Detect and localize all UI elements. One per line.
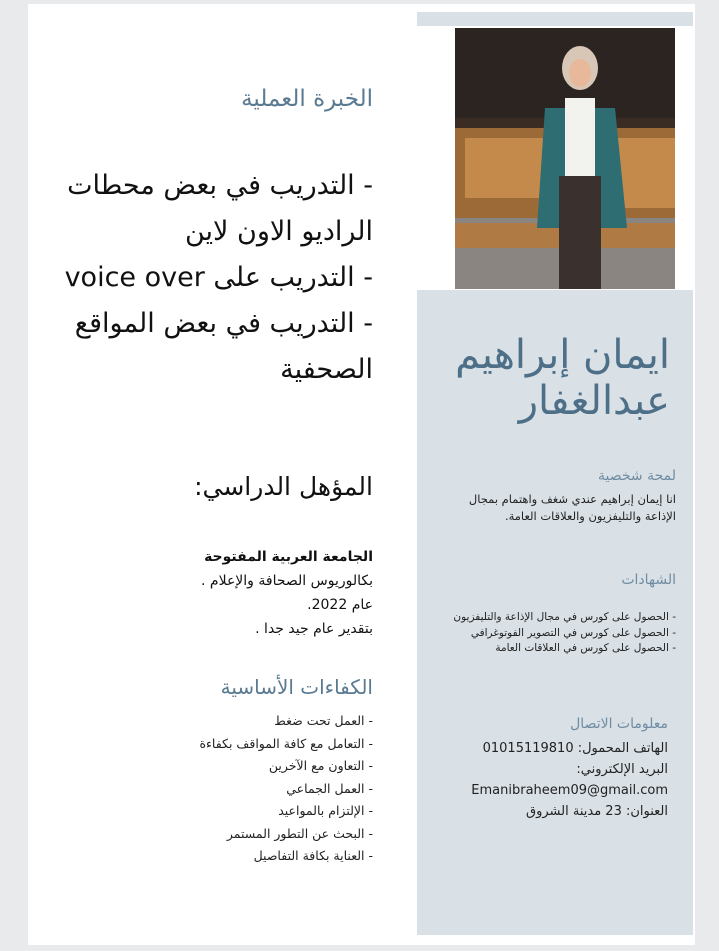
contact-email-label: البريد الإلكتروني: <box>576 762 668 777</box>
contact-phone: الهاتف المحمول: 01015119810 <box>482 741 668 756</box>
certificates-list <box>445 610 676 657</box>
full-name: ايمان إبراهيم عبدالغفار <box>455 332 670 424</box>
education-school: الجامعة العربية المفتوحة <box>204 549 373 565</box>
skills-title: الكفاءات الأساسية <box>220 675 373 699</box>
education-degree: بكالوريوس الصحافة والإعلام . <box>201 573 373 589</box>
education-title: المؤهل الدراسي: <box>194 472 373 501</box>
education-year: عام 2022. <box>307 597 373 613</box>
experience-item: - التدريب في بعض محطات الراديو الاون لاين <box>67 170 373 247</box>
certificate-item: - الحصول على كورس في مجال الإذاعة والتليفزيون <box>453 611 676 623</box>
experience-title: الخبرة العملية <box>241 86 373 112</box>
profile-photo-illustration <box>455 28 675 289</box>
education-grade: بتقدير عام جيد جدا . <box>255 621 373 637</box>
contact-email[interactable]: Emanibraheem09@gmail.com <box>471 783 668 798</box>
profile-label: لمحة شخصية <box>598 468 676 484</box>
profile-photo <box>455 28 675 289</box>
education-details <box>120 545 373 641</box>
contact-label: معلومات الاتصال <box>570 716 668 732</box>
contact-address: العنوان: 23 مدينة الشروق <box>526 804 668 819</box>
certificates-label: الشهادات <box>621 572 676 588</box>
certificate-item: - الحصول على كورس في العلاقات العامة <box>495 642 676 654</box>
skill-item: - الإلتزام بالمواعيد <box>278 803 373 818</box>
skill-item: - البحث عن التطور المستمر <box>226 825 373 841</box>
experience-list <box>50 163 373 393</box>
contact-info <box>440 738 668 822</box>
skill-item: - العمل تحت ضغط <box>274 713 373 728</box>
experience-item: - التدريب في بعض المواقع الصحفية <box>74 308 373 385</box>
skill-item: - التعامل مع كافة المواقف بكفاءة <box>199 735 373 751</box>
experience-item: - التدريب على voice over <box>64 262 373 293</box>
skills-list <box>150 710 373 868</box>
certificate-item: - الحصول على كورس في التصوير الفوتوغرافي <box>470 626 676 639</box>
profile-text: انا إيمان إبراهيم عندي شغف واهتمام بمجال الإذاعة والتليفزيون والعلاقات العامة. <box>468 492 676 523</box>
skill-item: - التعاون مع الآخرين <box>268 758 373 773</box>
skill-item: - العناية بكافة التفاصيل <box>253 848 373 863</box>
header-accent-strip <box>417 12 693 26</box>
skill-item: - العمل الجماعي <box>286 780 373 796</box>
